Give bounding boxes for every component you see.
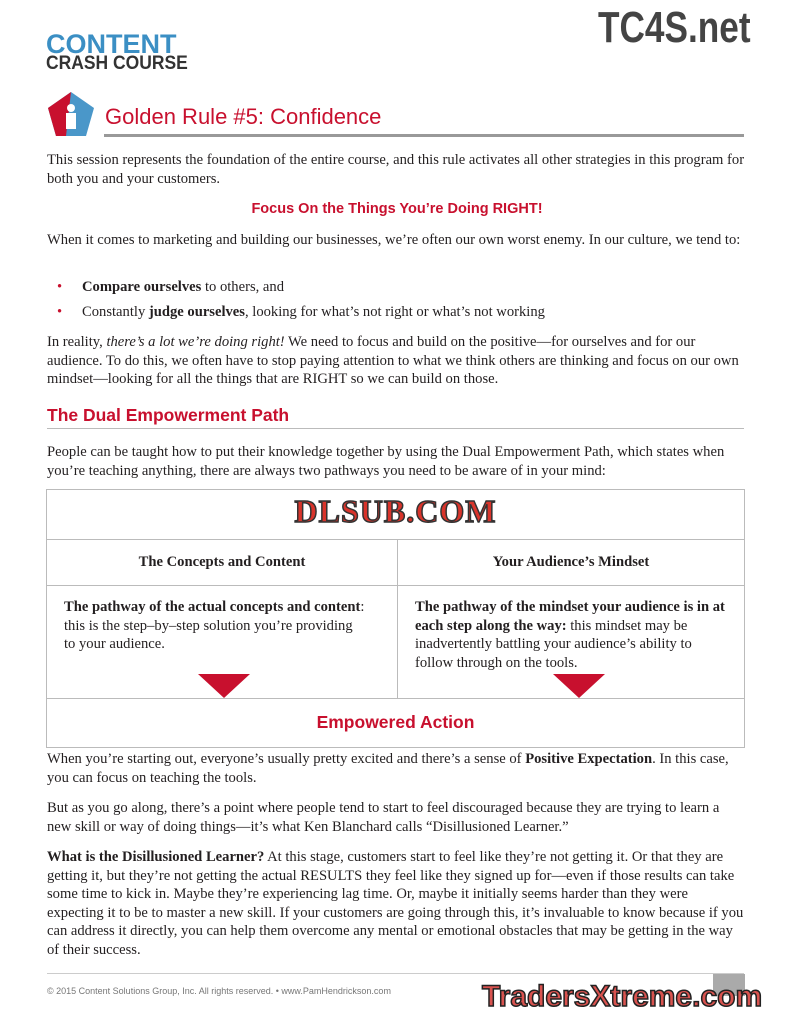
col1-header: The Concepts and Content <box>47 540 398 586</box>
paragraph-6: What is the Disillusioned Learner? At this stage, customers start to feel like they’re not getting it. Or that they are getting it, but they’re not getting the actual RESULTS they feel like they signed up for—even if those results can take some time to kick in. Maybe they’re experiencing lag time. Or, maybe it initially seems harder than they were expecting it to be to master a new skill. If your customers are going through this, it’s invaluable to know because if you can address it directly, you can help them overcome any mental or emotional obstacles that may be getting in the way of their success. <box>47 849 744 958</box>
footer-copyright: © 2015 Content Solutions Group, Inc. All rights reserved. • www.PamHendrickson.com <box>47 986 391 996</box>
empowered-action: Empowered Action <box>316 711 475 732</box>
col1-cell: The pathway of the actual concepts and content: this is the step–by–step solution you’re providing to your audience. <box>47 586 398 699</box>
arrow-down-icon <box>553 674 605 698</box>
intro-paragraph: This session represents the foundation of the entire course, and this rule activates all other strategies in this program for both you and your customers. <box>47 152 745 187</box>
section-heading: The Dual Empowerment Path <box>47 405 290 425</box>
bullet-item: • Compare ourselves to others, and <box>47 278 747 297</box>
logo-content: CONTENT <box>46 29 177 59</box>
paragraph-5: But as you go along, there’s a point where people tend to start to feel discouraged because they are trying to learn a new skill or way of doing things—it’s what Ken Blanchard calls “Disillusioned Learner.” <box>47 800 720 835</box>
focus-heading: Focus On the Things You’re Doing RIGHT! <box>251 201 543 217</box>
watermark-bottom: TradersXtreme.com <box>482 980 763 1013</box>
dual-path-table <box>46 489 745 748</box>
title-rule <box>104 134 744 137</box>
bullet-item: • Constantly judge ourselves, looking for what’s not right or what’s not working <box>47 303 747 322</box>
paragraph-2: In reality, there’s a lot we’re doing right! We need to focus and build on the positive—for ourselves and for our audience. To do this, we often have to stop paying attention to what we think others are thinking and focus on our own mindset—looking for all the things that are RIGHT so we can build on those. <box>47 334 739 387</box>
confidence-badge-icon <box>46 90 96 138</box>
page-title: Golden Rule #5: Confidence <box>105 104 382 129</box>
section-rule <box>47 428 744 429</box>
paragraph-3: People can be taught how to put their knowledge together by using the Dual Empowerment Path, which states when you’re teaching anything, there are always two pathways you need to be aware of in your mind: <box>47 444 725 479</box>
paragraph-4: When you’re starting out, everyone’s usually pretty excited and there’s a sense of Positive Expectation. In this case, you can focus on teaching the tools. <box>47 751 729 786</box>
watermark-top: TC4S.net <box>598 3 751 52</box>
bullet-list <box>47 278 747 327</box>
col2-header: Your Audience’s Mindset <box>398 540 745 586</box>
col2-cell: The pathway of the mindset your audience is in at each step along the way: this mindset may be inadvertently battling your audience’s ability to follow through on the tools. <box>398 586 745 699</box>
watermark-table: DLSUB.COM <box>294 492 497 529</box>
logo-crash-course: CRASH COURSE <box>46 53 188 74</box>
footer-rule <box>47 973 744 974</box>
paragraph-1: When it comes to marketing and building our businesses, we’re often our own worst enemy. In our culture, we tend to: <box>47 232 741 248</box>
arrow-down-icon <box>198 674 250 698</box>
